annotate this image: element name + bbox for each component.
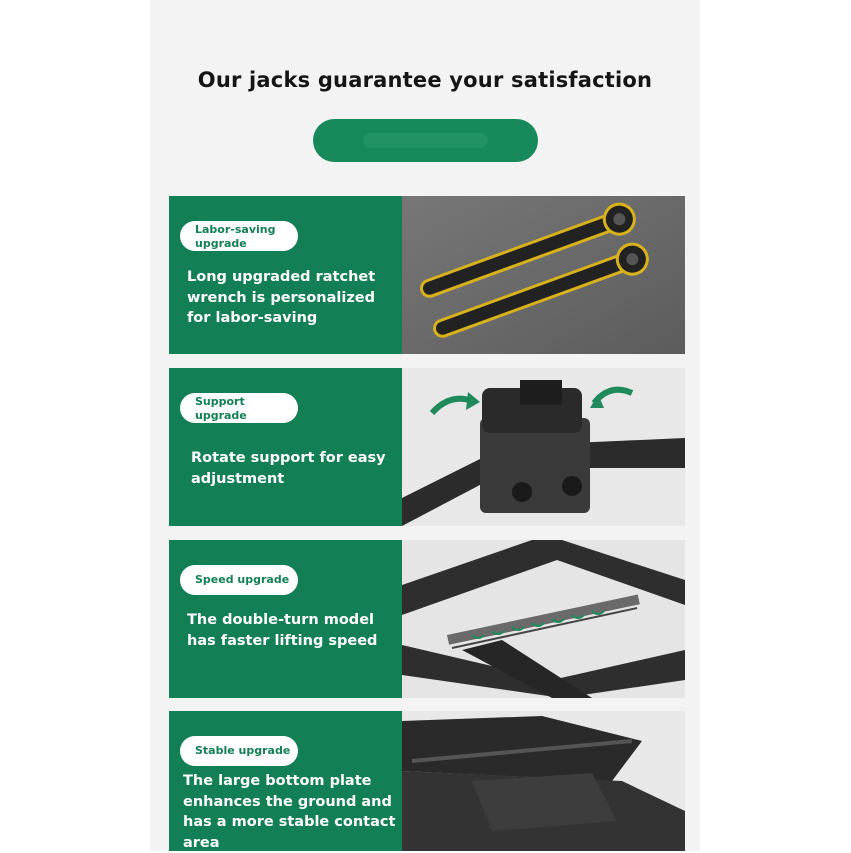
feature-card-stable xyxy=(169,711,685,851)
feature-description: Long upgraded ratchet wrench is personalized for labor-saving xyxy=(187,269,376,326)
feature-card-labor-saving xyxy=(169,196,685,354)
ratchet-wrench-image xyxy=(402,196,685,354)
feature-tag-badge: Support upgrade xyxy=(180,393,298,423)
decorative-pill-bar xyxy=(313,119,538,162)
feature-card-text-panel xyxy=(169,540,402,698)
feature-card-support xyxy=(169,368,685,526)
feature-card-speed xyxy=(169,540,685,698)
feature-tag-badge: Stable upgrade xyxy=(180,736,298,766)
feature-description: The double-turn model has faster lifting speed xyxy=(187,612,378,649)
jack-base-plate-image xyxy=(402,711,685,851)
scissor-jack-screw-image xyxy=(402,540,685,698)
feature-tag-badge: Speed upgrade xyxy=(180,565,298,595)
page-headline: Our jacks guarantee your satisfaction xyxy=(197,68,653,92)
feature-tag-badge: Labor-saving upgrade xyxy=(180,221,298,251)
rotating-jack-head-image xyxy=(402,368,685,526)
feature-description: Rotate support for easy adjustment xyxy=(191,450,386,487)
feature-description: The large bottom plate enhances the ground and has a more stable contact area xyxy=(183,773,396,851)
feature-card-text-panel xyxy=(169,368,402,526)
feature-card-text-panel xyxy=(169,711,402,851)
feature-card-text-panel xyxy=(169,196,402,354)
